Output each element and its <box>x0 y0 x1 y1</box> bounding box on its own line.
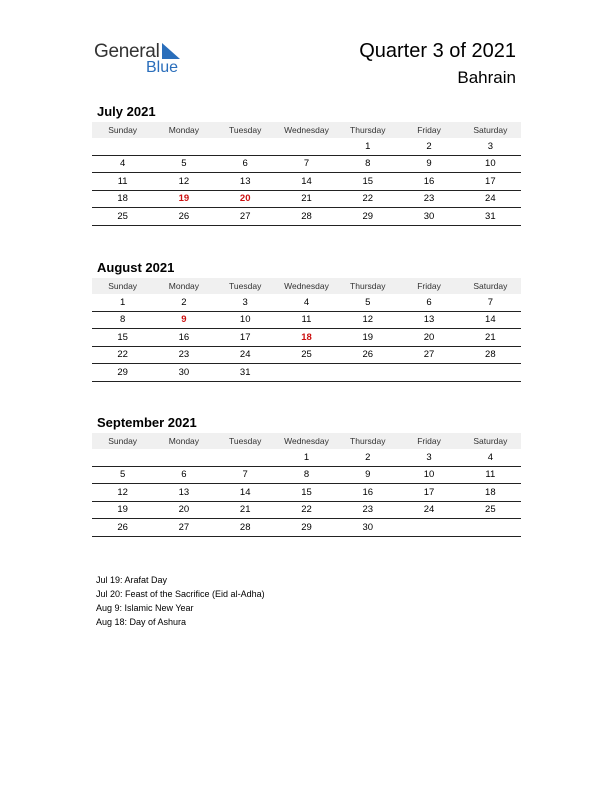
day-cell: 15 <box>337 173 398 191</box>
day-cell <box>153 449 214 466</box>
day-cell: 27 <box>215 208 276 226</box>
day-cell: 27 <box>153 519 214 537</box>
page-title: Quarter 3 of 2021 <box>359 40 516 62</box>
day-cell: 28 <box>460 346 521 364</box>
day-cell: 14 <box>460 311 521 329</box>
day-cell: 31 <box>460 208 521 226</box>
day-cell: 24 <box>215 346 276 364</box>
day-cell <box>92 138 153 155</box>
day-cell <box>276 364 337 382</box>
week-row <box>92 311 521 329</box>
day-cell: 23 <box>153 346 214 364</box>
day-cell <box>215 449 276 466</box>
day-cell: 18 <box>92 190 153 208</box>
day-cell: 19 <box>337 329 398 347</box>
day-cell: 17 <box>460 173 521 191</box>
week-row <box>92 501 521 519</box>
day-cell: 1 <box>276 449 337 466</box>
week-row <box>92 466 521 484</box>
day-cell: 30 <box>337 519 398 537</box>
day-cell: 10 <box>215 311 276 329</box>
weekday-header: Wednesday <box>276 433 337 449</box>
day-cell: 4 <box>92 155 153 173</box>
day-cell: 27 <box>398 346 459 364</box>
day-cell: 22 <box>337 190 398 208</box>
day-cell: 25 <box>276 346 337 364</box>
day-cell: 31 <box>215 364 276 382</box>
day-cell: 5 <box>337 294 398 311</box>
day-cell: 8 <box>92 311 153 329</box>
day-cell: 25 <box>460 501 521 519</box>
weekday-header: Saturday <box>460 122 521 138</box>
day-cell: 17 <box>215 329 276 347</box>
holiday-item: Jul 19: Arafat Day <box>96 575 168 585</box>
day-cell: 12 <box>153 173 214 191</box>
day-cell: 20 <box>153 501 214 519</box>
day-cell: 12 <box>92 484 153 502</box>
day-cell: 13 <box>215 173 276 191</box>
day-cell: 19 <box>92 501 153 519</box>
day-cell: 5 <box>92 466 153 484</box>
day-cell: 6 <box>153 466 214 484</box>
day-cell: 7 <box>276 155 337 173</box>
day-cell: 9 <box>153 311 214 329</box>
day-cell: 21 <box>276 190 337 208</box>
calendar-table <box>92 122 521 226</box>
weekday-header: Thursday <box>337 433 398 449</box>
day-cell: 5 <box>153 155 214 173</box>
weekday-header: Monday <box>153 278 214 294</box>
week-row <box>92 346 521 364</box>
month-title: August 2021 <box>97 260 175 275</box>
holiday-item: Aug 18: Day of Ashura <box>96 617 187 627</box>
month-title: July 2021 <box>97 104 156 119</box>
day-cell <box>215 138 276 155</box>
country-name: Bahrain <box>457 68 516 87</box>
weekday-header: Friday <box>398 278 459 294</box>
weekday-header: Monday <box>153 122 214 138</box>
week-row <box>92 519 521 537</box>
day-cell: 23 <box>398 190 459 208</box>
day-cell <box>276 138 337 155</box>
calendar-table <box>92 278 521 382</box>
day-cell: 19 <box>153 190 214 208</box>
weekday-header: Thursday <box>337 278 398 294</box>
day-cell <box>92 449 153 466</box>
weekday-header: Tuesday <box>215 278 276 294</box>
week-row <box>92 190 521 208</box>
week-row <box>92 364 521 382</box>
day-cell: 3 <box>398 449 459 466</box>
day-cell <box>337 364 398 382</box>
week-row <box>92 173 521 191</box>
day-cell: 16 <box>153 329 214 347</box>
day-cell: 12 <box>337 311 398 329</box>
calendar-table <box>92 433 521 537</box>
weekday-header: Wednesday <box>276 278 337 294</box>
day-cell: 22 <box>276 501 337 519</box>
week-row <box>92 329 521 347</box>
day-cell: 1 <box>337 138 398 155</box>
day-cell: 7 <box>460 294 521 311</box>
weekday-header: Wednesday <box>276 122 337 138</box>
logo-general-text: General <box>94 41 160 62</box>
day-cell: 18 <box>460 484 521 502</box>
weekday-header: Friday <box>398 122 459 138</box>
day-cell: 10 <box>398 466 459 484</box>
day-cell: 28 <box>276 208 337 226</box>
day-cell: 1 <box>92 294 153 311</box>
day-cell: 18 <box>276 329 337 347</box>
day-cell: 7 <box>215 466 276 484</box>
month-august <box>92 260 521 382</box>
day-cell: 10 <box>460 155 521 173</box>
holiday-item: Aug 9: Islamic New Year <box>96 603 194 613</box>
weekday-header: Tuesday <box>215 122 276 138</box>
day-cell: 2 <box>337 449 398 466</box>
week-row <box>92 449 521 466</box>
day-cell: 3 <box>215 294 276 311</box>
day-cell: 24 <box>398 501 459 519</box>
day-cell: 11 <box>460 466 521 484</box>
weekday-header-row <box>92 278 521 294</box>
weekday-header: Sunday <box>92 433 153 449</box>
week-row <box>92 155 521 173</box>
day-cell: 23 <box>337 501 398 519</box>
day-cell: 9 <box>398 155 459 173</box>
day-cell <box>398 364 459 382</box>
day-cell <box>460 519 521 537</box>
day-cell: 2 <box>398 138 459 155</box>
month-title: September 2021 <box>97 415 197 430</box>
day-cell: 16 <box>398 173 459 191</box>
day-cell: 16 <box>337 484 398 502</box>
day-cell: 2 <box>153 294 214 311</box>
weekday-header: Friday <box>398 433 459 449</box>
day-cell: 30 <box>398 208 459 226</box>
day-cell: 4 <box>276 294 337 311</box>
day-cell: 13 <box>398 311 459 329</box>
day-cell: 11 <box>92 173 153 191</box>
day-cell: 17 <box>398 484 459 502</box>
day-cell: 15 <box>276 484 337 502</box>
day-cell <box>398 519 459 537</box>
day-cell: 29 <box>276 519 337 537</box>
weekday-header: Sunday <box>92 122 153 138</box>
day-cell: 22 <box>92 346 153 364</box>
weekday-header: Thursday <box>337 122 398 138</box>
weekday-header-row <box>92 122 521 138</box>
weekday-header-row <box>92 433 521 449</box>
month-july <box>92 104 521 226</box>
day-cell: 24 <box>460 190 521 208</box>
day-cell: 21 <box>215 501 276 519</box>
week-row <box>92 484 521 502</box>
day-cell: 30 <box>153 364 214 382</box>
generalblue-logo <box>94 41 194 81</box>
day-cell: 26 <box>92 519 153 537</box>
day-cell: 14 <box>215 484 276 502</box>
day-cell: 20 <box>215 190 276 208</box>
weekday-header: Sunday <box>92 278 153 294</box>
holiday-list <box>96 573 265 629</box>
week-row <box>92 294 521 311</box>
day-cell: 3 <box>460 138 521 155</box>
day-cell: 15 <box>92 329 153 347</box>
weekday-header: Tuesday <box>215 433 276 449</box>
day-cell: 8 <box>276 466 337 484</box>
day-cell: 9 <box>337 466 398 484</box>
day-cell: 28 <box>215 519 276 537</box>
weekday-header: Saturday <box>460 278 521 294</box>
day-cell: 4 <box>460 449 521 466</box>
day-cell: 21 <box>460 329 521 347</box>
day-cell: 29 <box>92 364 153 382</box>
week-row <box>92 138 521 155</box>
day-cell: 13 <box>153 484 214 502</box>
day-cell: 6 <box>215 155 276 173</box>
day-cell: 8 <box>337 155 398 173</box>
day-cell <box>153 138 214 155</box>
logo-blue-text: Blue <box>146 59 179 76</box>
day-cell: 14 <box>276 173 337 191</box>
day-cell: 20 <box>398 329 459 347</box>
day-cell: 29 <box>337 208 398 226</box>
week-row <box>92 208 521 226</box>
holiday-item: Jul 20: Feast of the Sacrifice (Eid al-Adha) <box>96 589 265 599</box>
weekday-header: Monday <box>153 433 214 449</box>
day-cell: 26 <box>153 208 214 226</box>
weekday-header: Saturday <box>460 433 521 449</box>
day-cell: 11 <box>276 311 337 329</box>
month-september <box>92 415 521 537</box>
day-cell: 6 <box>398 294 459 311</box>
day-cell: 26 <box>337 346 398 364</box>
day-cell: 25 <box>92 208 153 226</box>
day-cell <box>460 364 521 382</box>
